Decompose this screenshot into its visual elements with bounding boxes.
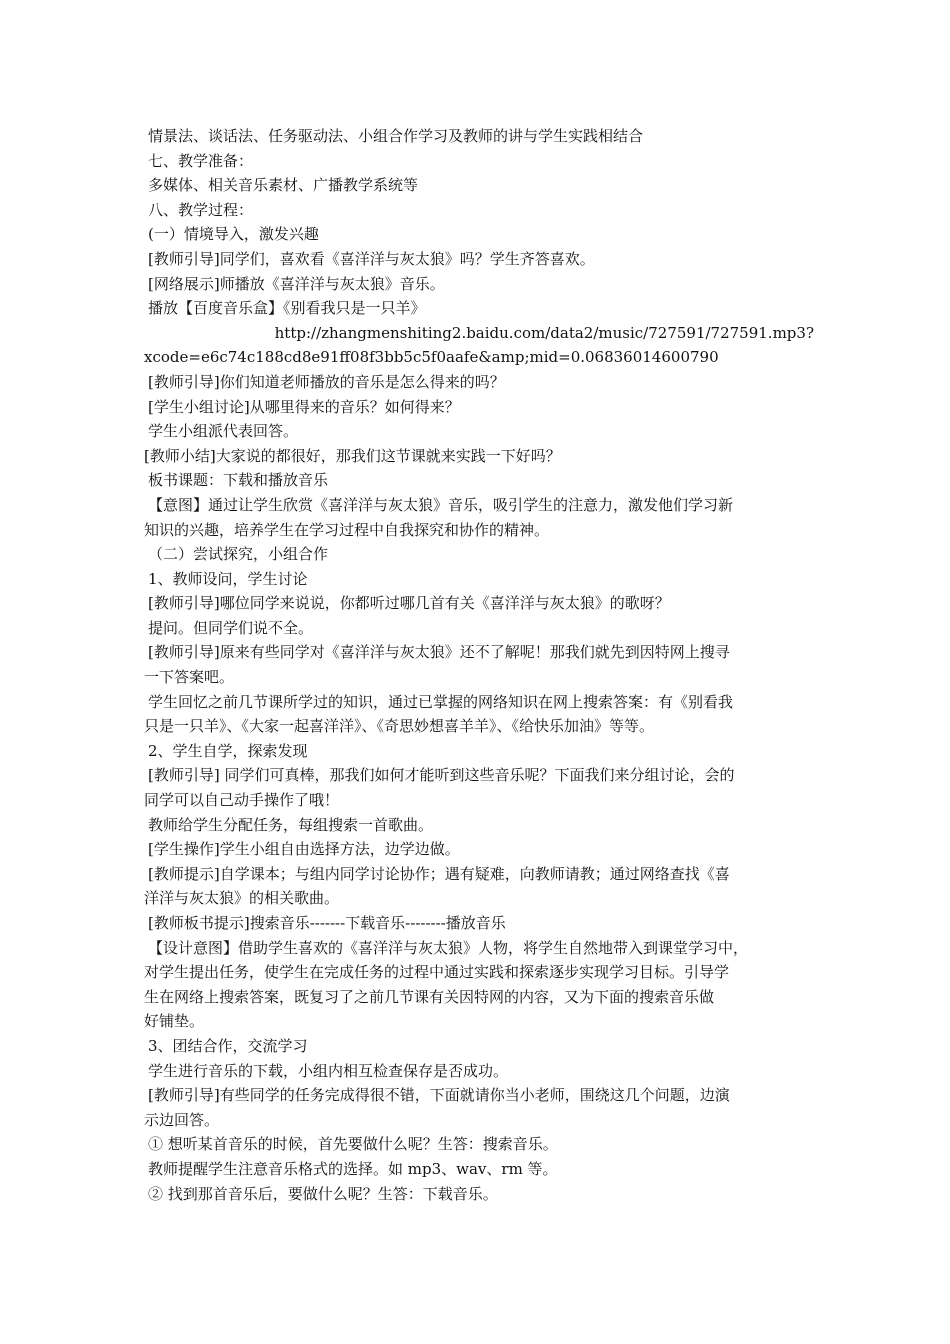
text-line: [教师小结]大家说的都很好，那我们这节课就来实践一下好吗？ [144, 446, 561, 465]
text-line: 【意图】通过让学生欣赏《喜洋洋与灰太狼》音乐，吸引学生的注意力，激发他们学习新 [148, 495, 734, 514]
text-line: 1、教师设问，学生讨论 [148, 569, 308, 588]
text-line: 提问。但同学们说不全。 [148, 618, 314, 637]
text-line: （二）尝试探究，小组合作 [148, 545, 329, 564]
text-line: http://zhangmenshiting2.baidu.com/data2/music/727591/727591.mp3? [274, 323, 814, 342]
text-line: 知识的兴趣，培养学生在学习过程中自我探究和协作的精神。 [144, 520, 550, 539]
text-line: 教师给学生分配任务，每组搜索一首歌曲。 [148, 815, 434, 834]
text-line: 2、学生自学，探索发现 [148, 741, 308, 760]
text-line: ① 想听某首音乐的时候，首先要做什么呢？生答：搜索音乐。 [148, 1135, 558, 1154]
text-line: 一下答案吧。 [144, 668, 235, 687]
text-line: [教师引导]原来有些同学对《喜洋洋与灰太狼》还不了解呢！那我们就先到因特网上搜寻 [148, 643, 730, 662]
text-line: 播放【百度音乐盒】《别看我只是一只羊》 [148, 299, 426, 318]
text-line: 对学生提出任务，使学生在完成任务的过程中通过实践和探索逐步实现学习目标。引导学 [144, 963, 730, 982]
text-line: 板书课题：下载和播放音乐 [148, 471, 329, 490]
text-line: 多媒体、相关音乐素材、广播教学系统等 [148, 176, 419, 195]
text-line: [教师引导]你们知道老师播放的音乐是怎么得来的吗？ [148, 372, 505, 391]
text-line: 情景法、谈话法、任务驱动法、小组合作学习及教师的讲与学生实践相结合 [148, 127, 644, 145]
text-line: 七、教学准备： [148, 151, 254, 170]
text-line: 学生小组派代表回答。 [148, 422, 299, 441]
text-line: 好铺垫。 [144, 1012, 205, 1031]
text-line: xcode=e6c74c188cd8e91ff08f3bb5c5f0aafe&amp;mid=0.06836014600790 [144, 348, 719, 367]
text-line: [网络展示]师播放《喜洋洋与灰太狼》音乐。 [148, 274, 445, 293]
text-line: 八、教学过程： [148, 200, 254, 219]
text-line: [学生小组讨论]从哪里得来的音乐？如何得来？ [148, 397, 460, 416]
text-line: 洋洋与灰太狼》的相关歌曲。 [144, 889, 340, 908]
text-line: 生在网络上搜索答案，既复习了之前几节课有关因特网的内容，又为下面的搜索音乐做 [144, 987, 715, 1006]
text-line: 【设计意图】借助学生喜欢的《喜洋洋与灰太狼》人物，将学生自然地带入到课堂学习中， [148, 938, 749, 957]
text-line: [学生操作]学生小组自由选择方法，边学边做。 [148, 840, 460, 859]
text-line: 学生进行音乐的下载，小组内相互检查保存是否成功。 [148, 1061, 509, 1080]
text-line: [教师引导]哪位同学来说说，你都听过哪几首有关《喜洋洋与灰太狼》的歌呀？ [148, 594, 670, 613]
text-line: [教师引导] 同学们可真棒，那我们如何才能听到这些音乐呢？下面我们来分组讨论，会的 [148, 766, 735, 785]
document-page [144, 124, 814, 1206]
text-line: [教师引导]有些同学的任务完成得很不错，下面就请你当小老师，围绕这几个问题，边演 [148, 1086, 730, 1105]
text-line: (一）情境导入，激发兴趣 [148, 225, 319, 244]
text-line: ② 找到那首音乐后，要做什么呢？生答：下载音乐。 [148, 1184, 498, 1203]
text-line: 示边回答。 [144, 1110, 220, 1129]
text-line: 3、团结合作，交流学习 [148, 1036, 308, 1055]
text-line: 教师提醒学生注意音乐格式的选择。如 mp3、wav、rm 等。 [148, 1159, 558, 1178]
text-line: [教师引导]同学们，喜欢看《喜洋洋与灰太狼》吗？学生齐答喜欢。 [148, 249, 595, 268]
text-line: [教师提示]自学课本；与组内同学讨论协作；遇有疑难，向教师请教；通过网络查找《喜 [148, 864, 730, 883]
text-line: 学生回忆之前几节课所学过的知识，通过已掌握的网络知识在网上搜索答案：有《别看我 [148, 692, 734, 711]
text-line: [教师板书提示]搜索音乐-------下载音乐--------播放音乐 [148, 914, 506, 932]
text-line: 只是一只羊》、《大家一起喜洋洋》、《奇思妙想喜羊羊》、《给快乐加油》等等。 [144, 717, 655, 736]
text-line: 同学可以自己动手操作了哦！ [144, 791, 340, 810]
